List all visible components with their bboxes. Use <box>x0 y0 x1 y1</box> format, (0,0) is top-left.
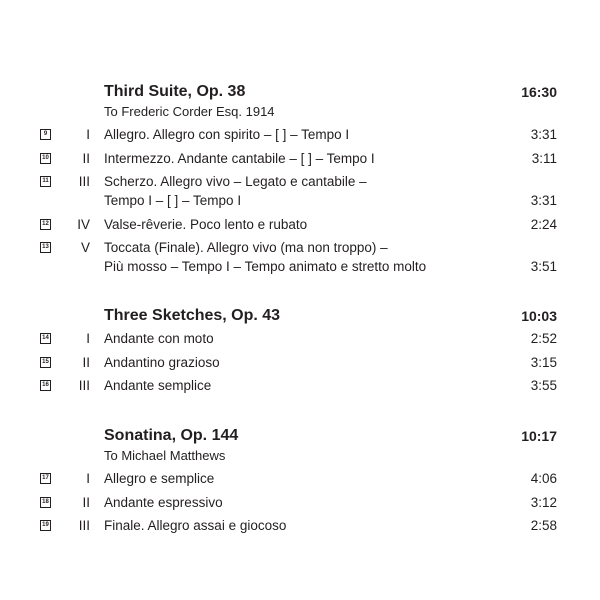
track-title: Intermezzo. Andante cantabile – [ ] – Tempo I <box>104 150 375 166</box>
track-title: Allegro e semplice <box>104 471 215 486</box>
track-duration: 2:52 <box>530 331 557 346</box>
track-duration: 3:31 <box>530 193 557 208</box>
suite-heading <box>0 82 600 102</box>
track-number-badge: 15 <box>40 357 51 368</box>
movement-numeral: III <box>78 174 90 189</box>
track-title: Allegro. Allegro con spirito – [ ] – Tempo I <box>104 127 350 142</box>
movement-numeral: III <box>78 378 90 393</box>
track-number-badge: 19 <box>40 520 51 531</box>
track-title: Andante espressivo <box>104 494 223 510</box>
track-duration: 3:15 <box>530 354 557 370</box>
movement-numeral: II <box>82 150 90 166</box>
suite-total-duration: 16:30 <box>521 84 557 100</box>
suite-title: Three Sketches, Op. 43 <box>104 307 281 324</box>
track-row <box>0 149 600 169</box>
track-duration: 3:51 <box>530 259 557 274</box>
track-title: Finale. Allegro assai e giocoso <box>104 518 287 533</box>
track-duration: 4:06 <box>530 471 557 486</box>
track-row <box>0 215 600 235</box>
movement-numeral: I <box>86 127 90 142</box>
movement-numeral: IV <box>77 216 90 232</box>
track-number-badge: 12 <box>40 219 51 230</box>
track-number-badge: 11 <box>40 176 51 187</box>
track-duration: 3:55 <box>530 378 557 393</box>
movement-numeral: II <box>82 494 90 510</box>
suite-total-duration: 10:03 <box>521 308 557 324</box>
track-row <box>0 493 600 513</box>
track-title: Più mosso – Tempo I – Tempo animato e stretto molto <box>104 259 427 274</box>
suite-total-duration: 10:17 <box>521 428 557 444</box>
dedication-text: To Frederic Corder Esq. 1914 <box>104 104 275 119</box>
track-title: Valse-rêverie. Poco lento e rubato <box>104 216 308 232</box>
movement-numeral: II <box>82 354 90 370</box>
track-duration: 3:11 <box>531 150 557 166</box>
suite-heading <box>0 426 600 446</box>
track-title: Tempo I – [ ] – Tempo I <box>104 193 242 208</box>
track-number-badge: 10 <box>40 153 51 164</box>
movement-numeral: I <box>86 331 90 346</box>
track-number-badge: 16 <box>40 380 51 391</box>
track-title: Scherzo. Allegro vivo – Legato e cantabile – <box>104 174 367 189</box>
suite-title: Sonatina, Op. 144 <box>104 427 239 444</box>
movement-numeral: V <box>80 240 90 255</box>
track-row <box>0 238 600 258</box>
track-duration: 3:31 <box>530 127 557 142</box>
track-number-badge: 9 <box>40 129 51 140</box>
track-number-badge: 18 <box>40 497 51 508</box>
track-row-continued <box>0 257 600 277</box>
track-row <box>0 172 600 192</box>
track-row <box>0 516 600 536</box>
suite-title: Third Suite, Op. 38 <box>104 83 246 100</box>
track-row <box>0 469 600 489</box>
suite-dedication <box>0 446 600 466</box>
suite-dedication <box>0 102 600 122</box>
track-title: Toccata (Finale). Allegro vivo (ma non troppo) – <box>104 240 388 255</box>
track-number-badge: 17 <box>40 473 51 484</box>
track-row <box>0 376 600 396</box>
track-row-continued <box>0 191 600 211</box>
track-title: Andantino grazioso <box>104 354 220 370</box>
track-row <box>0 125 600 145</box>
track-title: Andante semplice <box>104 378 212 393</box>
track-number-badge: 13 <box>40 242 51 253</box>
track-duration: 2:24 <box>530 216 557 232</box>
track-row <box>0 329 600 349</box>
suite-heading <box>0 306 600 326</box>
dedication-text: To Michael Matthews <box>104 448 226 463</box>
track-title: Andante con moto <box>104 331 214 346</box>
movement-numeral: III <box>78 518 90 533</box>
movement-numeral: I <box>86 471 90 486</box>
track-number-badge: 14 <box>40 333 51 344</box>
track-duration: 2:58 <box>530 518 557 533</box>
track-row <box>0 353 600 373</box>
track-duration: 3:12 <box>530 494 557 510</box>
